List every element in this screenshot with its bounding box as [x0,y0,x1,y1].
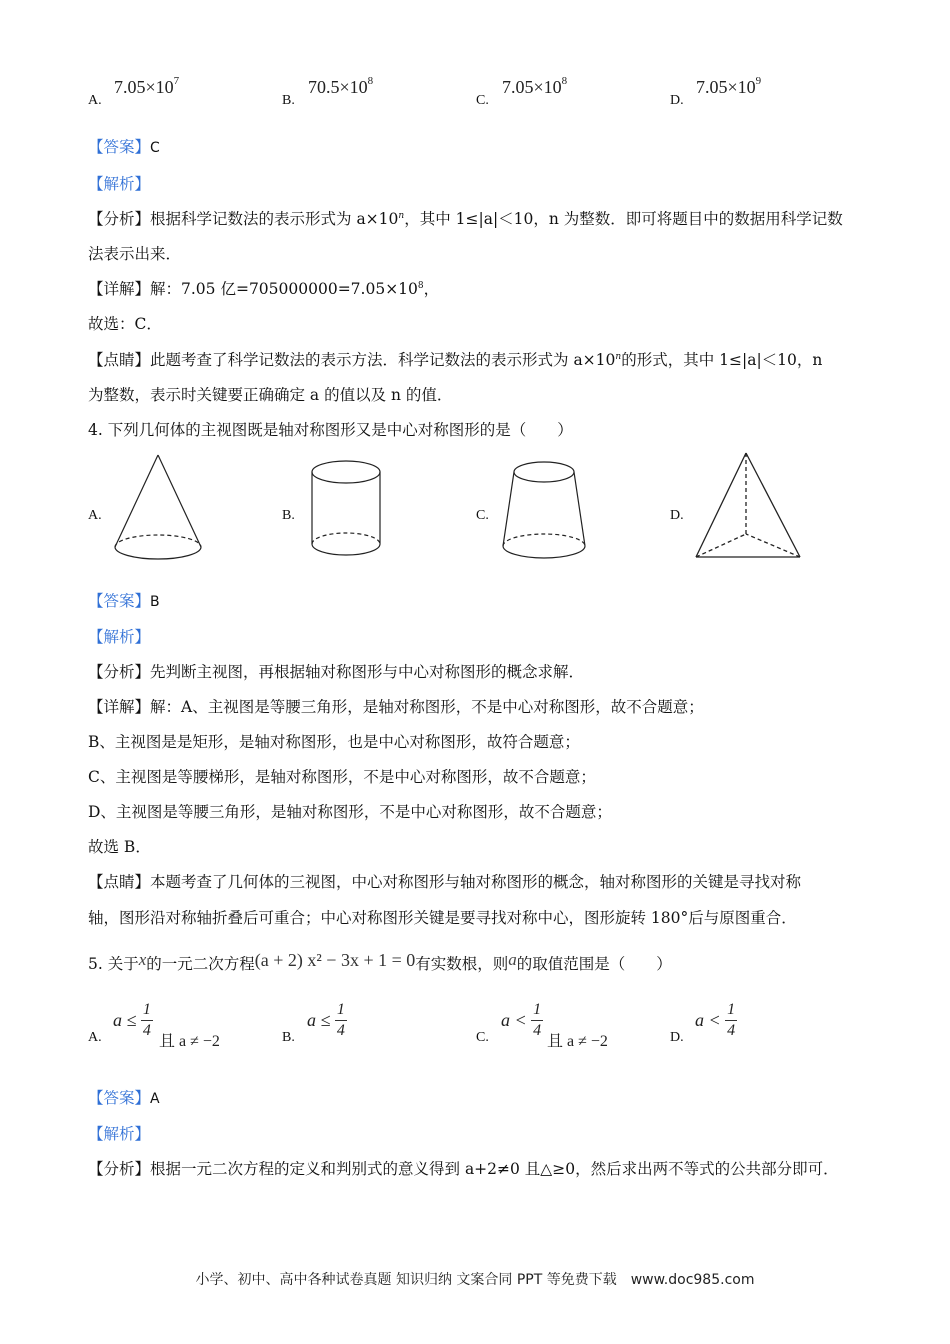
option-letter: B. [282,508,295,523]
q4-analysis-tag: 【解析】 [88,628,151,646]
option-letter: D. [670,1030,684,1045]
option-extra: 且 a ≠ −2 [159,1033,220,1050]
q4-xiangjie-c: C、主视图是等腰梯形，是轴对称图形，不是中心对称图形，故不合题意； [88,768,596,786]
q5-question: 5. 关于x的一元二次方程(a + 2) x² − 3x + 1 = 0有实数根，则a的取值范围是（ ） [88,950,672,973]
option-letter: B. [282,93,295,108]
option-expression: $7.05\times 10^9$ [696,75,762,97]
option-letter: A. [88,508,102,523]
option-expression: a ≤ $\frac{1}{4}$ [113,1001,151,1039]
q4-question: 4. 下列几何体的主视图既是轴对称图形又是中心对称图形的是（ ） [88,421,573,439]
option-letter: D. [670,508,684,523]
q4-dianjing-line1: 【点睛】本题考查了几何体的三视图，中心对称图形与轴对称图形的概念，轴对称图形的关键是寻找对称 [88,873,802,891]
q4-dianjing-line2: 轴，图形沿对称轴折叠后可重合；中心对称图形关键是要寻找对称中心，图形旋转 180°后与原图重合． [88,909,797,927]
option-expression: a ≤ $\frac{1}{4}$ [307,1001,345,1039]
q5-equation: (a + 2) x² − 3x + 1 = 0 [254,950,416,970]
q3-dianjing-line2: 为整数，表示时关键要正确确定 a 的值以及 n 的值． [88,386,453,404]
option-extra: 且 a ≠ −2 [547,1033,608,1050]
cone-icon [108,452,208,564]
pyramid-icon [692,450,806,562]
option-letter: C. [476,1030,489,1045]
q5-analysis-tag: 【解析】 [88,1125,151,1143]
q3-fenxi-line1: 【分析】根据科学记数法的表示形式为 $a\times 10^n$，其中 1≤|a|＜10，n 为整数．即可将题目中的数据用科学记数 [88,210,843,228]
q3-xiangjie: 【详解】解：7.05 亿$=705000000=7.05\times 10^8$， [88,280,440,298]
q3-answer: 【答案】C [88,138,160,156]
page-footer: 小学、初中、高中各种试卷真题 知识归纳 文案合同 PPT 等免费下载 www.doc985.com [195,1272,755,1288]
option-expression: a < $\frac{1}{4}$ [695,1001,736,1039]
q3-fenxi-line2: 法表示出来． [88,245,182,263]
option-expression: $7.05\times 10^8$ [502,75,568,97]
option-expression: a < $\frac{1}{4}$ [501,1001,542,1039]
option-letter: C. [476,93,489,108]
q4-xiangjie-b: B、主视图是是矩形，是轴对称图形，也是中心对称图形，故符合题意； [88,733,580,751]
q4-fenxi: 【分析】先判断主视图，再根据轴对称图形与中心对称图形的概念求解． [88,663,585,681]
option-letter: A. [88,93,102,108]
option-letter: A. [88,1030,102,1045]
q4-choose: 故选 B． [88,838,151,856]
option-expression: $70.5\times 10^8$ [308,75,374,97]
q3-dianjing-line1: 【点睛】此题考查了科学记数法的表示方法．科学记数法的表示形式为 $a\times 10^n$的形式，其中 1≤|a|＜10，n [88,351,823,369]
q3-analysis-tag: 【解析】 [88,175,151,193]
option-expression: $7.05\times 10^7$ [114,75,180,97]
q5-answer: 【答案】A [88,1089,160,1107]
option-letter: C. [476,508,489,523]
q5-fenxi: 【分析】根据一元二次方程的定义和判别式的意义得到 a+2≠0 且△≥0，然后求出两不等式的公共部分即可． [88,1160,839,1178]
option-letter: D. [670,93,684,108]
q3-choose: 故选：C． [88,315,162,333]
q4-xiangjie-a: 【详解】解：A、主视图是等腰三角形，是轴对称图形，不是中心对称图形，故不合题意； [88,698,704,716]
q4-answer: 【答案】B [88,592,160,610]
frustum-icon [498,456,590,564]
cylinder-icon [304,458,388,562]
option-letter: B. [282,1030,295,1045]
q4-xiangjie-d: D、主视图是等腰三角形，是轴对称图形，不是中心对称图形，故不合题意； [88,803,612,821]
